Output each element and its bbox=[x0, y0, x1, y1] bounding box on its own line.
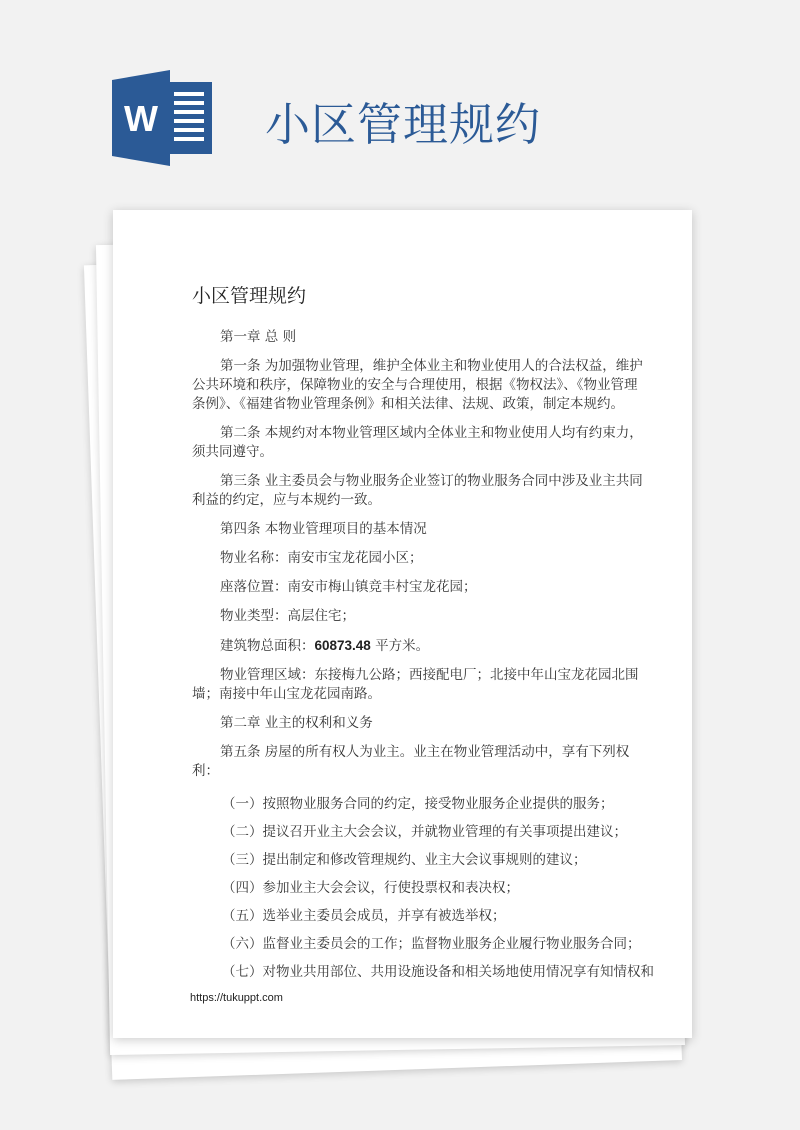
word-logo-icon bbox=[112, 70, 212, 166]
document-page bbox=[113, 210, 692, 1038]
svg-text:W: W bbox=[124, 98, 158, 139]
document-title: 小区管理规约 bbox=[192, 285, 307, 307]
paragraph: 物业名称：南安市宝龙花园小区； bbox=[220, 550, 423, 566]
list-item: （四）参加业主大会会议，行使投票权和表决权； bbox=[222, 880, 519, 896]
paragraph: 物业类型：高层住宅； bbox=[220, 608, 355, 624]
list-item: （二）提议召开业主大会会议，并就物业管理的有关事项提出建议； bbox=[222, 824, 627, 840]
area-label: 建筑物总面积： bbox=[220, 638, 315, 654]
list-item: （一）按照物业服务合同的约定，接受物业服务企业提供的服务； bbox=[222, 796, 614, 812]
list-item: （六）监督业主委员会的工作；监督物业服务企业履行物业服务合同； bbox=[222, 936, 641, 952]
paragraph: 座落位置：南安市梅山镇竞丰村宝龙花园； bbox=[220, 579, 477, 595]
paragraph: 第一条 为加强物业管理，维护全体业主和物业使用人的合法权益，维护公共环境和秩序，保障物业的安全与合理使用，根据《物权法》、《物业管理条例》、《福建省物业管理条例》和相关法律、法规、政策，制定本规约。 bbox=[192, 358, 643, 412]
area-unit: 平方米。 bbox=[370, 638, 430, 654]
paragraph-area bbox=[192, 636, 644, 656]
chapter-heading: 第一章 总 则 bbox=[220, 329, 297, 345]
paragraph: 第五条 房屋的所有权人为业主。业主在物业管理活动中，享有下列权利： bbox=[192, 744, 630, 779]
chapter-heading: 第二章 业主的权利和义务 bbox=[220, 715, 373, 731]
area-value: 60873.48 bbox=[314, 638, 371, 653]
paragraph: 物业管理区域：东接梅九公路；西接配电厂；北接中年山宝龙花园北围墙；南接中年山宝龙花园南路。 bbox=[192, 667, 639, 702]
list-item: （七）对物业共用部位、共用设施设备和相关场地使用情况享有知情权和 bbox=[222, 964, 654, 980]
list-item: （五）选举业主委员会成员，并享有被选举权； bbox=[222, 908, 506, 924]
hero-title: 小区管理规约 bbox=[265, 98, 542, 151]
paragraph: 第三条 业主委员会与物业服务企业签订的物业服务合同中涉及业主共同利益的约定，应与本规约一致。 bbox=[192, 473, 643, 508]
footer-url[interactable]: https://tukuppt.com bbox=[190, 992, 283, 1004]
list-item: （三）提出制定和修改管理规约、业主大会议事规则的建议； bbox=[222, 852, 587, 868]
paragraph: 第四条 本物业管理项目的基本情况 bbox=[220, 521, 427, 537]
document-body bbox=[192, 328, 654, 991]
paragraph: 第二条 本规约对本物业管理区域内全体业主和物业使用人均有约束力，须共同遵守。 bbox=[192, 425, 643, 460]
